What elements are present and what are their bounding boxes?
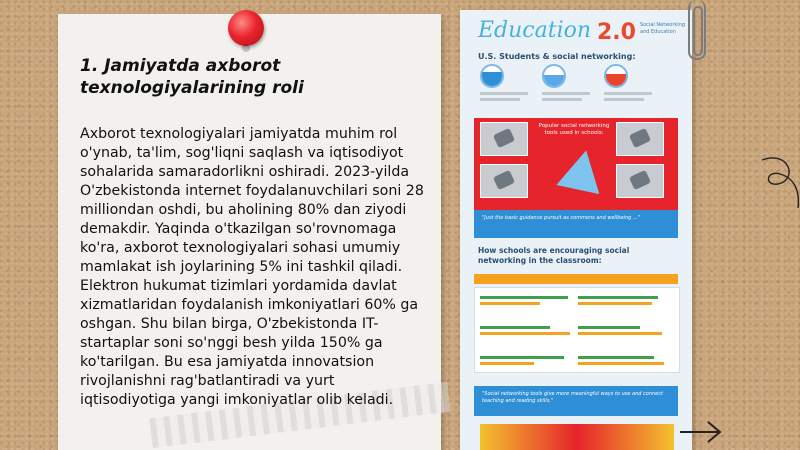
text-line [604, 92, 652, 95]
device-photo [480, 164, 528, 198]
paperclip-icon [688, 0, 706, 60]
text-line [542, 92, 590, 95]
stat-bar [480, 362, 534, 365]
device-photo [616, 164, 664, 198]
device-photo [616, 122, 664, 156]
infographic-subtitle: Social Networking and Education [640, 22, 686, 35]
text-line [480, 92, 528, 95]
stat-bar [578, 332, 662, 335]
text-line [604, 98, 644, 101]
device-photo [480, 122, 528, 156]
note-heading: 1. Jamiyatda axborot texnologiyalarining roli [80, 56, 304, 98]
stat-bar [578, 296, 658, 299]
social-tools-label: Popular social networking tools used in schools: [538, 123, 610, 136]
section-bar [474, 274, 678, 284]
stat-bar [480, 302, 540, 305]
infographic-caption-schools: How schools are encouraging social networking in the classroom: [478, 246, 630, 265]
stats-table [474, 287, 680, 373]
arrow-doodle-icon [678, 414, 724, 450]
curl-doodle-icon [760, 150, 800, 210]
infographic-badge: 2.0 [597, 20, 636, 45]
text-line [480, 98, 520, 101]
quote-band-bottom-text: "Social networking tools give more meaningful ways to use and connect teaching and reading skills." [482, 391, 663, 404]
stat-bar [480, 296, 568, 299]
stat-bar [480, 356, 564, 359]
quote-band-text: "Just the basic guidance pursuit as commons and wellbeing ..." [482, 215, 640, 221]
infographic-caption-students: U.S. Students & social networking: [478, 52, 636, 61]
stat-circle-2 [542, 64, 566, 88]
stat-bar [578, 302, 652, 305]
stat-bar [480, 326, 550, 329]
note-body: Axborot texnologiyalari jamiyatda muhim rol o'ynab, ta'lim, sog'liqni saqlash va iqtisodiyot sohalarida samaradorlikni oshiradi. 2023-yilda O'zbekistonda internet foydalanuvchilari soni 28 milliondan oshdi, bu aholining 80% dan ziyodi demakdir. Yaqinda o'tkazilgan so'rovnomaga ko'ra, axborot texnologiyalari sohasi umumiy mamlakat ish joylarining 5% ini tashkil qiladi. Elektron hukumat tizimlari yordamida davlat xizmatlaridan foydalanish imkoniyatlari 60% ga oshgan. Shu bilan birga, O'zbekistonda IT-startaplar soni so'nggi besh yilda 150% ga ko'tarilgan. Bu esa jamiyatda innovatsion rivojlanishni rag'batlantiradi va yurt iqtisodiyotiga yangi imkoniyatlar olib keladi. [80, 126, 424, 408]
map-graphic [480, 424, 674, 450]
stat-circle-1 [480, 64, 504, 88]
infographic-title: Education [478, 18, 592, 43]
pushpin-icon [228, 10, 264, 46]
stat-circle-3 [604, 64, 628, 88]
stat-bar [578, 356, 654, 359]
stat-bar [480, 332, 570, 335]
text-line [542, 98, 582, 101]
stat-bar [578, 326, 640, 329]
stat-bar [578, 362, 664, 365]
